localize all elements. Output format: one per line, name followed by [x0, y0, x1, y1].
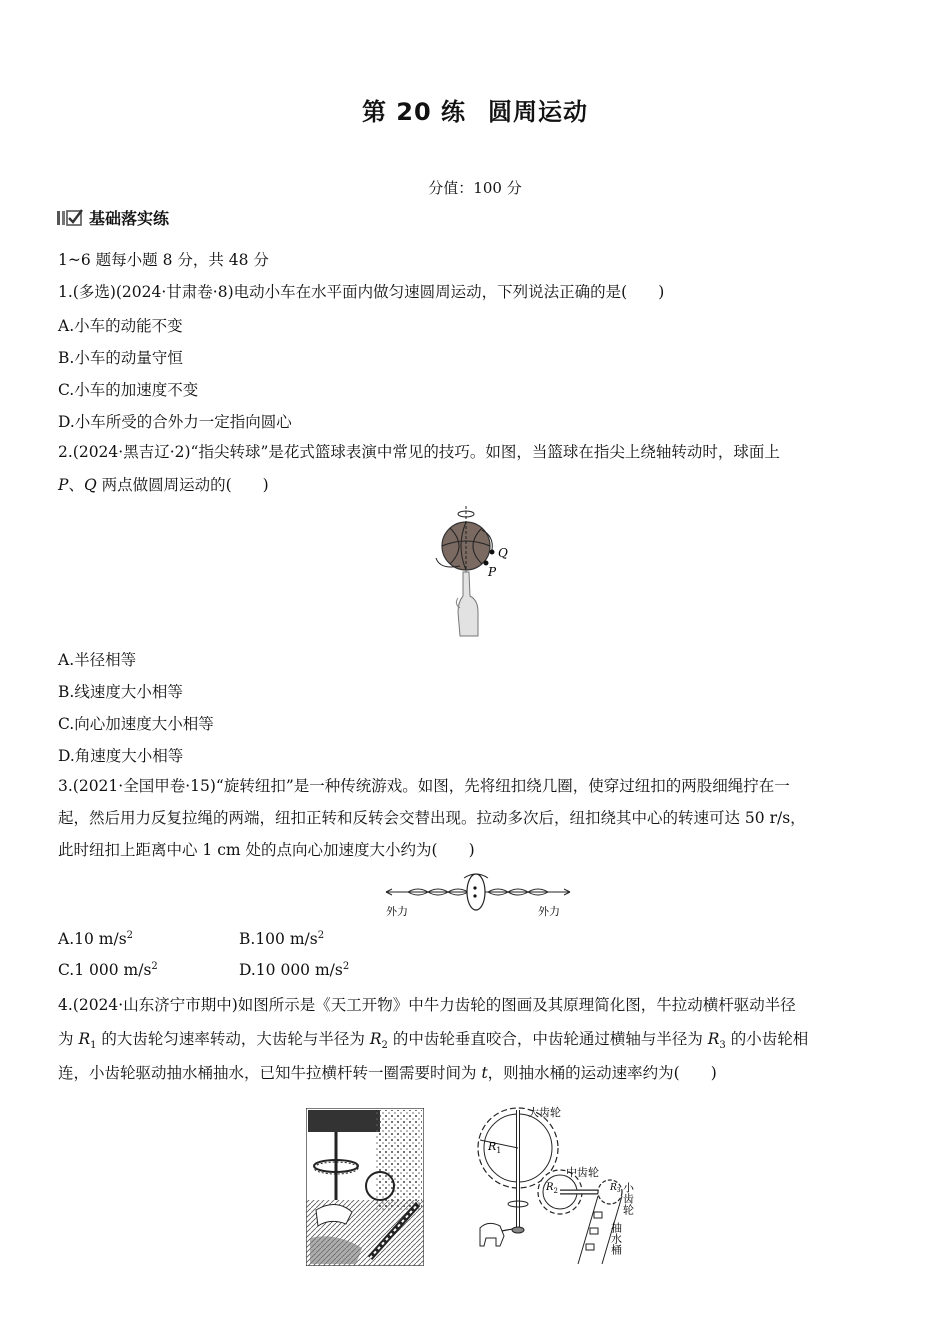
r3-symbol: R — [707, 1030, 720, 1048]
button-disc — [467, 874, 485, 910]
q2-option-d: D.角速度大小相等 — [58, 747, 184, 765]
instruction: 1~6 题每小题 8 分，共 48 分 — [58, 251, 269, 269]
q3-option-d-sup: 2 — [342, 961, 350, 972]
r3-subscript: 3 — [719, 1040, 726, 1052]
checklist-icon — [57, 209, 83, 227]
q1-option-a: A.小车的动能不变 — [58, 317, 183, 335]
q1-option-c: C.小车的加速度不变 — [58, 381, 199, 399]
ox — [480, 1223, 504, 1246]
q1-option-b: B.小车的动量守恒 — [58, 349, 183, 367]
r2-symbol: R — [369, 1030, 382, 1048]
q4-l3-a: 连，小齿轮驱动抽水桶抽水，已知牛拉横杆转一圈需要时间为 — [58, 1064, 482, 1082]
score-label: 分值：100 分 — [428, 179, 522, 197]
q4-stem-line2 — [58, 1028, 808, 1057]
q3-option-b-sup: 2 — [317, 930, 325, 941]
q3-stem-line2: 起，然后用力反复拉绳的两端，纽扣正转和反转会交替出现。拉动多次后，纽扣绕其中心的转速可达 50 r/s， — [58, 809, 806, 827]
q2-option-b: B.线速度大小相等 — [58, 683, 183, 701]
label-r2: $R_2$ — [546, 1182, 558, 1195]
label-p: P — [488, 565, 497, 579]
label-small-gear: 小齿轮 — [621, 1182, 635, 1215]
q1-stem: 1.(多选)(2024·甘肃卷·8)电动小车在水平面内做匀速圆周运动，下列说法正确的是( ) — [58, 283, 665, 301]
t-symbol: t — [481, 1064, 488, 1082]
label-r3: $R_3$ — [610, 1183, 621, 1194]
q3-option-c-sup: 2 — [151, 961, 158, 972]
label-big-gear: 大齿轮 — [528, 1106, 561, 1119]
q3-option-b-text: B.100 m/s — [239, 930, 318, 949]
q3-option-a-sup: 2 — [126, 930, 134, 941]
point-q: Q — [83, 476, 97, 494]
r2-subscript: 2 — [381, 1040, 388, 1052]
q2-stem-rest: 两点做圆周运动的( ) — [96, 476, 269, 494]
q2-option-c: C.向心加速度大小相等 — [58, 715, 214, 733]
q3-option-a-text: A.10 m/s — [58, 930, 127, 949]
separator: 、 — [68, 476, 84, 494]
q2-stem-line2 — [58, 474, 269, 496]
label-bucket: 抽水桶 — [609, 1222, 623, 1255]
q3-option-b — [239, 930, 324, 948]
section-title: 基础落实练 — [89, 209, 170, 228]
q2-option-a: A.半径相等 — [58, 651, 137, 669]
q1-option-d: D.小车所受的合外力一定指向圆心 — [58, 413, 292, 431]
right-force-label: 外力 — [538, 905, 560, 918]
point-q-dot — [490, 550, 495, 555]
q3-option-a — [58, 930, 133, 948]
label-mid-gear: 中齿轮 — [566, 1166, 599, 1179]
q2-stem-line1: 2.(2024·黑吉辽·2)“指尖转球”是花式篮球表演中常见的技巧。如图，当篮球在指尖上绕轴转动时，球面上 — [58, 443, 780, 461]
q3-stem-line1: 3.(2021·全国甲卷·15)“旋转纽扣”是一种传统游戏。如图，先将纽扣绕几圈，使穿过纽扣的两股细绳拧在一 — [58, 777, 790, 795]
q3-option-d — [239, 961, 349, 979]
q3-option-d-text: D.10 000 m/s — [239, 961, 343, 980]
point-p: P — [58, 476, 69, 494]
r1-symbol: R — [78, 1030, 91, 1048]
label-r1: $R_1$ — [488, 1140, 502, 1155]
page-title — [0, 92, 950, 127]
tiangong-kaiwu-woodcut — [306, 1108, 424, 1266]
q4-l2-d: 的小齿轮相 — [725, 1030, 809, 1048]
left-force-label: 外力 — [386, 905, 408, 918]
q4-l2-b: 的大齿轮匀速率转动，大齿轮与半径为 — [96, 1030, 370, 1048]
basketball-spin-figure — [420, 500, 530, 640]
r1-subscript: 1 — [90, 1040, 97, 1052]
gear-principle-diagram — [470, 1100, 650, 1268]
q4-stem-line1: 4.(2024·山东济宁市期中)如图所示是《天工开物》中牛力齿轮的图画及其原理简化图，牛拉动横杆驱动半径 — [58, 996, 796, 1014]
title-lesson: 第 20 练 — [361, 98, 467, 126]
hand — [458, 572, 478, 636]
section-header — [57, 206, 169, 229]
q3-option-c-text: C.1 000 m/s — [58, 961, 152, 980]
title-topic: 圆周运动 — [488, 98, 589, 126]
spinning-button-figure — [378, 868, 578, 922]
q4-stem-line3 — [58, 1062, 717, 1084]
q4-l2-c: 的中齿轮垂直咬合，中齿轮通过横轴与半径为 — [387, 1030, 708, 1048]
q4-l2-a: 为 — [58, 1030, 79, 1048]
q4-l3-b: ，则抽水桶的运动速率约为( ) — [487, 1064, 717, 1082]
q3-option-c — [58, 961, 158, 979]
label-q: Q — [498, 546, 508, 560]
q3-stem-line3: 此时纽扣上距离中心 1 cm 处的点向心加速度大小约为( ) — [58, 841, 475, 859]
